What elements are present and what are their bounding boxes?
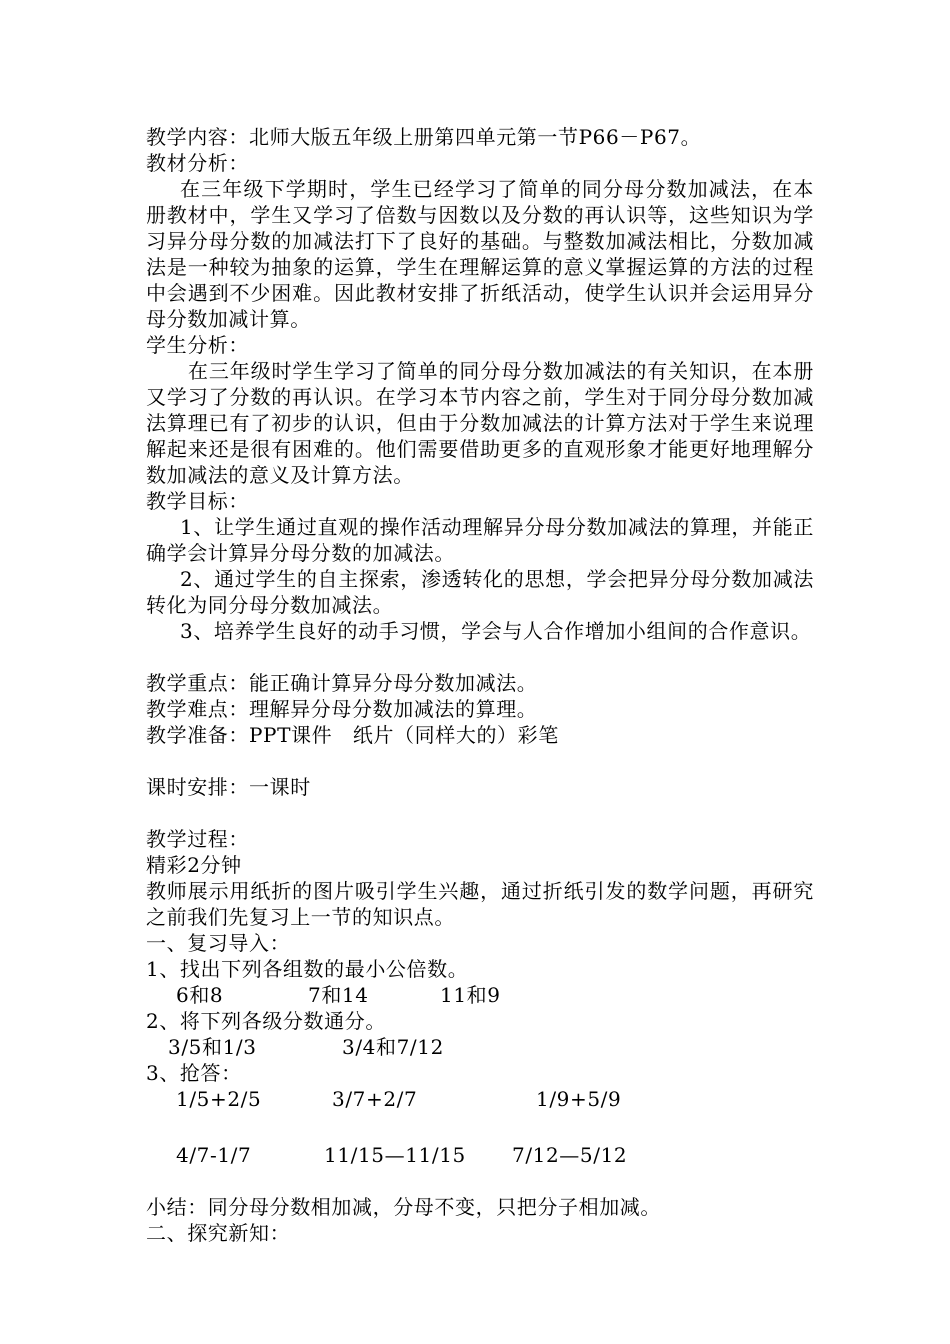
quick-answer-item: 1/5+2/5: [176, 1087, 262, 1111]
spacer: [146, 800, 814, 826]
question-2: 2、将下列各级分数通分。: [146, 1009, 386, 1033]
quick-answer-item: 1/9+5/9: [536, 1087, 622, 1111]
section-explore-heading: 二、探究新知：: [146, 1221, 291, 1245]
student-analysis-heading: 学生分析：: [146, 333, 249, 357]
intro-paragraph: 教师展示用纸折的图片吸引学生兴趣，通过折纸引发的数学问题，再研究之前我们先复习上一节的知识点。: [146, 879, 814, 929]
lcm-item: 7和14: [308, 983, 369, 1007]
teaching-content: 教学内容：北师大版五年级上册第四单元第一节P66－P67。: [146, 125, 702, 149]
lesson-plan-text: [146, 124, 814, 1246]
question-1: 1、找出下列各组数的最小公倍数。: [146, 957, 469, 981]
teaching-goals-heading: 教学目标：: [146, 489, 249, 513]
spacer: [146, 1112, 814, 1142]
teaching-goal-2: 2、通过学生的自主探索，渗透转化的思想，学会把异分母分数加减法转化为同分母分数加减法。: [146, 567, 814, 617]
wonderful-two-minutes: 精彩2分钟: [146, 853, 242, 877]
teaching-goal-1: 1、让学生通过直观的操作活动理解异分母分数加减法的算理，并能正确学会计算异分母分数的加减法。: [146, 515, 814, 565]
question-3: 3、抢答：: [146, 1061, 242, 1085]
difficulty: 教学难点：理解异分母分数加减法的算理。: [146, 697, 538, 721]
material-analysis-body: 在三年级下学期时，学生已经学习了简单的同分母分数加减法，在本册教材中，学生又学习了倍数与因数以及分数的再认识等，这些知识为学习异分母分数的加减法打下了良好的基础。与整数加减法相比，分数加减法是一种较为抽象的运算，学生在理解运算的意义掌握运算的方法的过程中会遇到不少困难。因此教材安排了折纸活动，使学生认识并会运用异分母分数加减计算。: [146, 177, 814, 331]
spacer: [146, 1168, 814, 1194]
quick-answer-item: 7/12—5/12: [512, 1143, 628, 1167]
process-heading: 教学过程：: [146, 827, 249, 851]
material-analysis-heading: 教材分析：: [146, 151, 249, 175]
spacer: [146, 644, 814, 670]
lcm-item: 11和9: [440, 983, 501, 1007]
spacer: [146, 748, 814, 774]
quick-answer-item: 11/15—11/15: [324, 1143, 466, 1167]
quick-answer-item: 3/7+2/7: [332, 1087, 418, 1111]
lcm-item: 6和8: [176, 983, 224, 1007]
teaching-goal-3: 3、培养学生良好的动手习惯，学会与人合作增加小组间的合作意识。: [180, 619, 812, 643]
schedule: 课时安排：一课时: [146, 775, 311, 799]
key-point: 教学重点：能正确计算异分母分数加减法。: [146, 671, 538, 695]
fraction-pair: 3/4和7/12: [342, 1035, 444, 1059]
quick-answer-row-2: [146, 1142, 814, 1168]
question-1-items: [146, 982, 814, 1008]
fraction-pair: 3/5和1/3: [168, 1035, 257, 1059]
section-review-heading: 一、复习导入：: [146, 931, 291, 955]
quick-answer-row-1: [146, 1086, 814, 1112]
question-2-items: [146, 1034, 814, 1060]
preparation: 教学准备：PPT课件 纸片（同样大的）彩笔: [146, 723, 559, 747]
summary: 小结：同分母分数相加减，分母不变，只把分子相加减。: [146, 1195, 661, 1219]
quick-answer-item: 4/7-1/7: [176, 1143, 252, 1167]
student-analysis-body: 在三年级时学生学习了简单的同分母分数加减法的有关知识，在本册又学习了分数的再认识。在学习本节内容之前，学生对于同分母分数加减法算理已有了初步的认识，但由于分数加减法的计算方法对于学生来说理解起来还是很有困难的。他们需要借助更多的直观形象才能更好地理解分数加减法的意义及计算方法。: [146, 359, 814, 487]
